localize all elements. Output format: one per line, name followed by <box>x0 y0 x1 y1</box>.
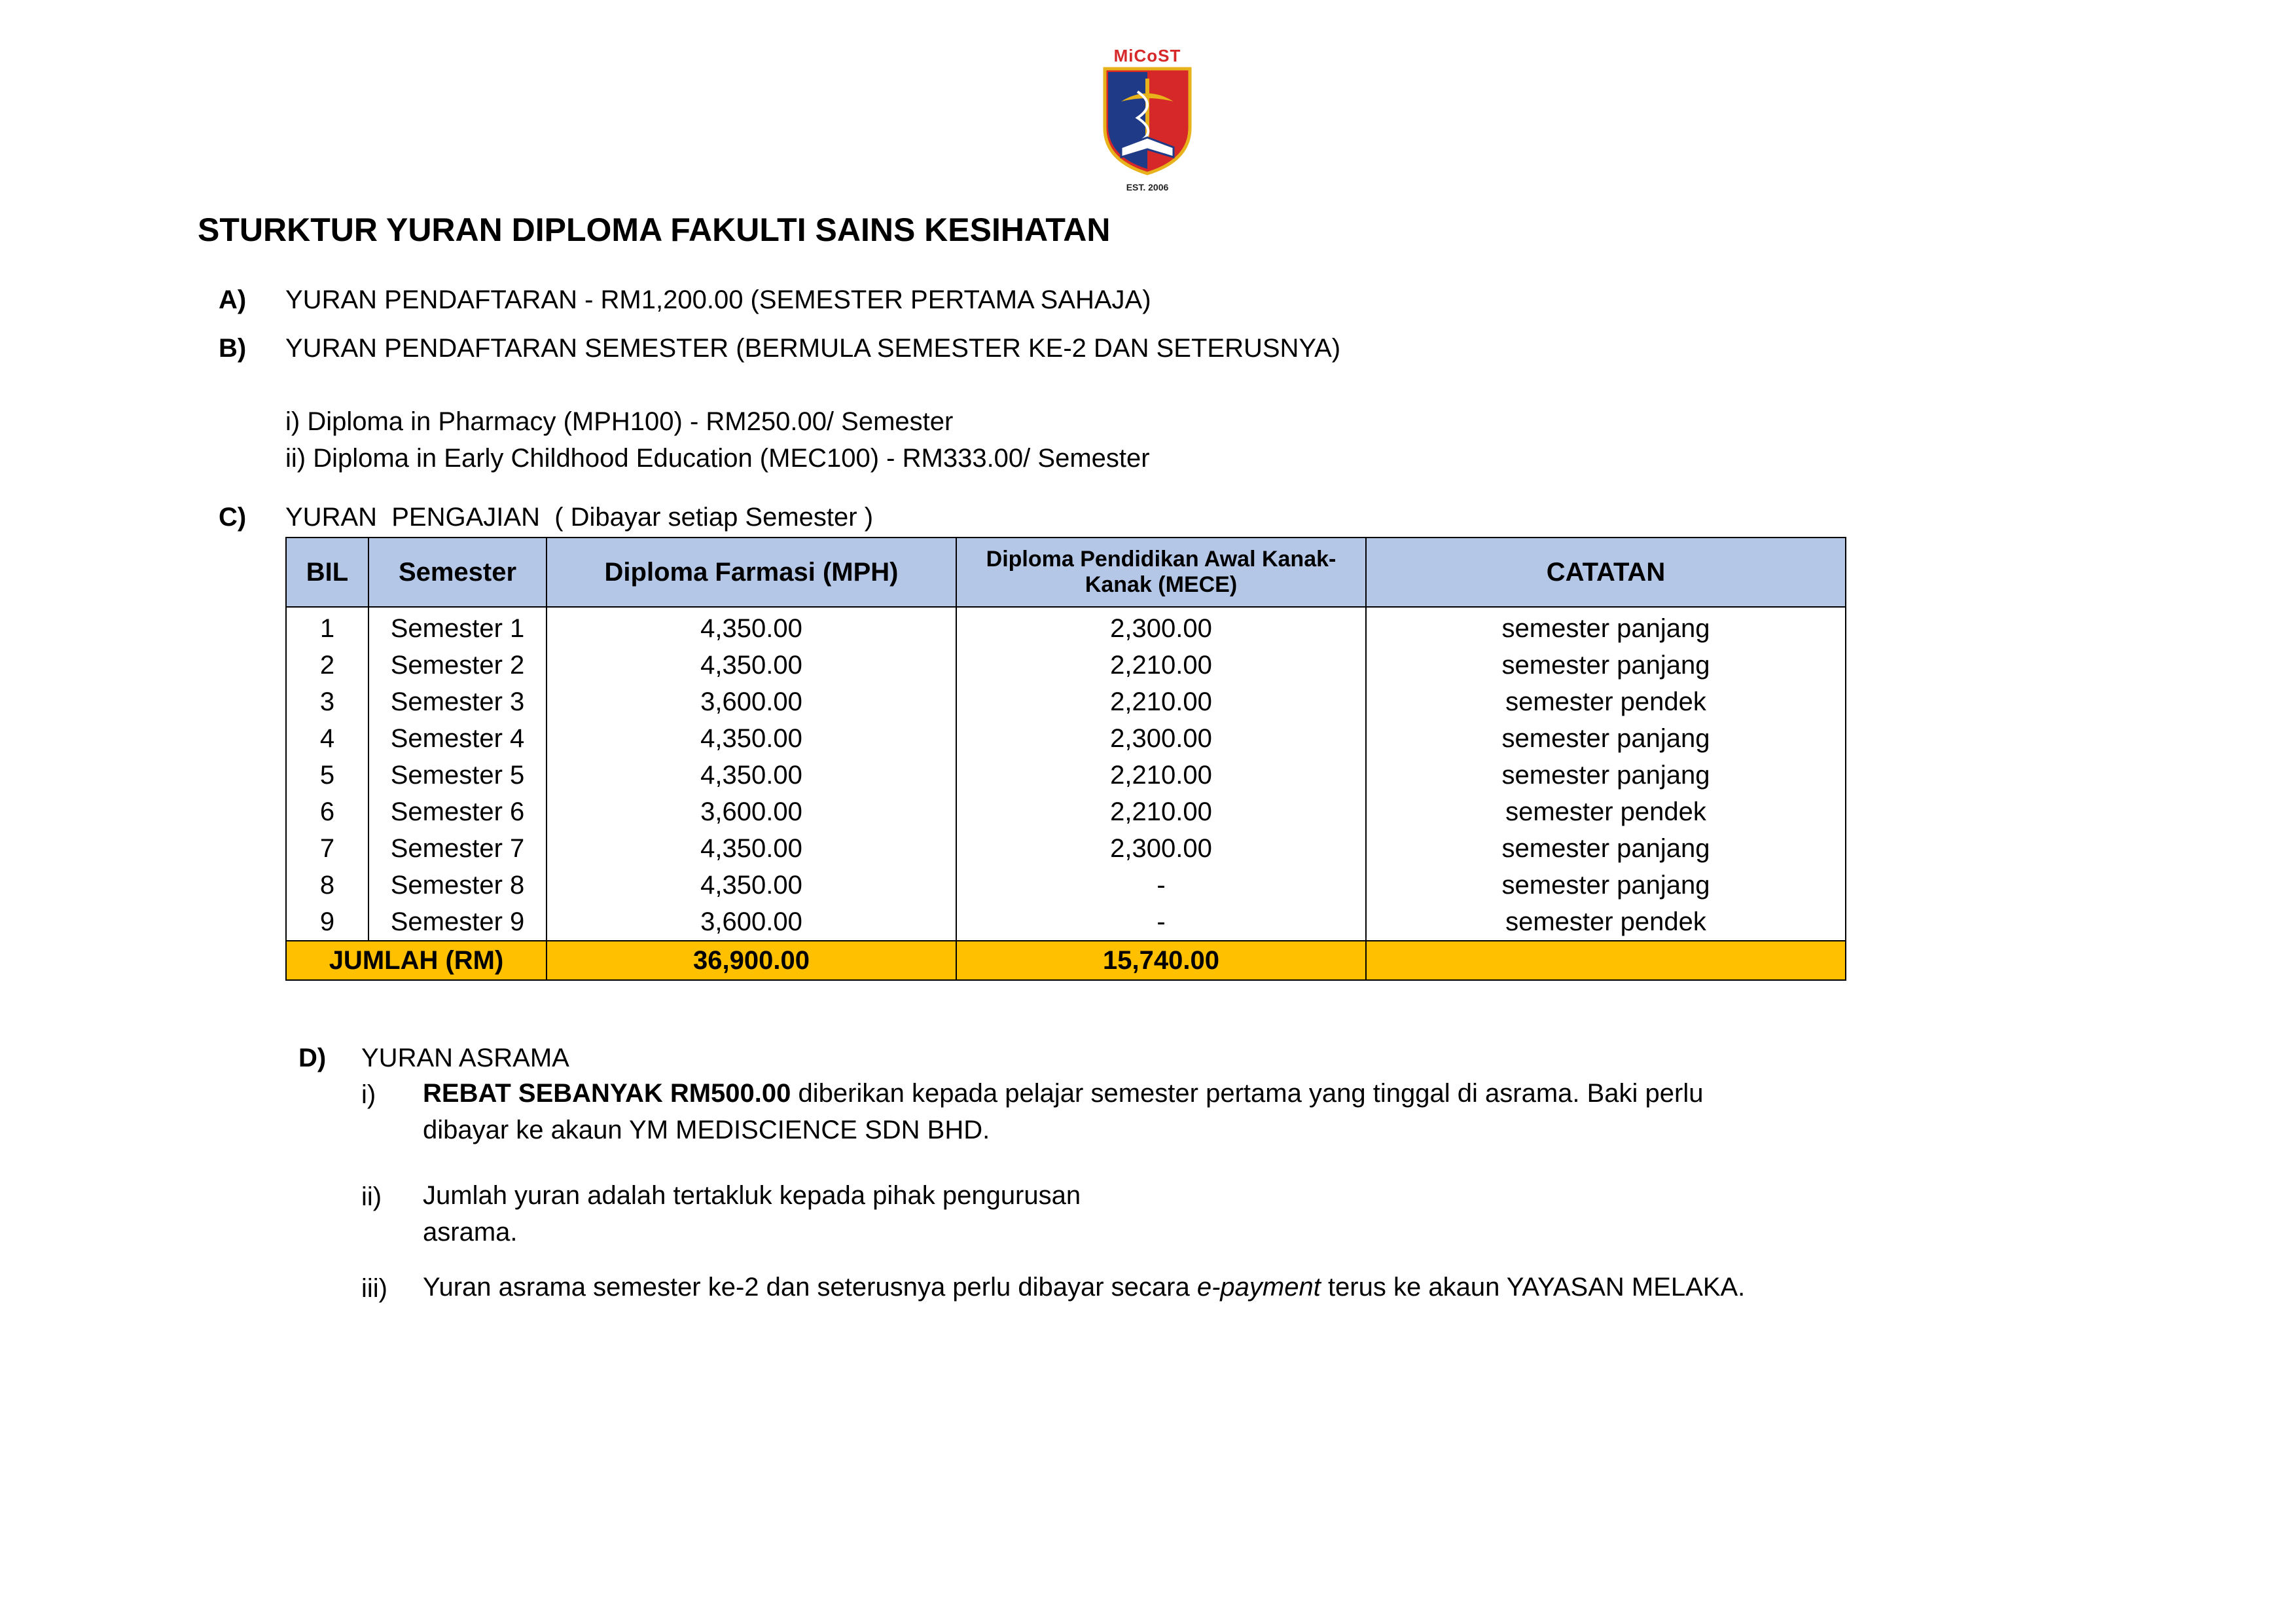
cell-catatan: semester pendek <box>1366 903 1846 941</box>
fee-table <box>285 537 1846 981</box>
cell-mece: 2,210.00 <box>956 647 1366 684</box>
section-d-letter: D) <box>298 1044 327 1072</box>
section-d-item <box>423 1177 1081 1250</box>
cell-catatan: semester panjang <box>1366 720 1846 757</box>
cell-bil: 9 <box>286 903 368 941</box>
cell-mph: 3,600.00 <box>547 684 956 720</box>
table-row <box>286 684 1846 720</box>
cell-mph: 4,350.00 <box>547 830 956 867</box>
section-b-item: ii) Diploma in Early Childhood Education (MEC100) - RM333.00/ Semester <box>285 444 1150 473</box>
cell-semester: Semester 9 <box>368 903 547 941</box>
table-row <box>286 757 1846 793</box>
cell-catatan: semester panjang <box>1366 830 1846 867</box>
cell-mph: 3,600.00 <box>547 793 956 830</box>
rebate-amount: REBAT SEBANYAK RM500.00 <box>423 1079 791 1108</box>
cell-mece: 2,300.00 <box>956 607 1366 647</box>
cell-semester: Semester 8 <box>368 867 547 903</box>
table-row <box>286 867 1846 903</box>
cell-bil: 5 <box>286 757 368 793</box>
cell-mph: 4,350.00 <box>547 607 956 647</box>
section-d-text: YURAN ASRAMA <box>361 1044 569 1072</box>
cell-bil: 2 <box>286 647 368 684</box>
total-mph: 36,900.00 <box>547 941 956 980</box>
total-label: JUMLAH (RM) <box>286 941 547 980</box>
table-row <box>286 903 1846 941</box>
cell-bil: 1 <box>286 607 368 647</box>
section-d-item <box>423 1075 1704 1148</box>
cell-mph: 3,600.00 <box>547 903 956 941</box>
col-header-mece: Diploma Pendidikan Awal Kanak-Kanak (MECE) <box>956 538 1366 607</box>
epayment-term: e-payment <box>1196 1273 1321 1302</box>
total-catatan <box>1366 941 1846 980</box>
cell-mece: 2,210.00 <box>956 684 1366 720</box>
rebate-text: diberikan kepada pelajar semester pertama yang tinggal di asrama. Baki perlu <box>791 1079 1704 1108</box>
table-row <box>286 647 1846 684</box>
section-d-item-num: i) <box>361 1080 376 1109</box>
cell-catatan: semester panjang <box>1366 757 1846 793</box>
table-row <box>286 607 1846 647</box>
cell-catatan: semester panjang <box>1366 607 1846 647</box>
section-c-text: YURAN PENGAJIAN ( Dibayar setiap Semester ) <box>285 503 874 532</box>
hostel-fee-note: Jumlah yuran adalah tertakluk kepada pihak pengurusan <box>423 1181 1081 1210</box>
cell-semester: Semester 6 <box>368 793 547 830</box>
section-a-letter: A) <box>219 285 247 314</box>
cell-bil: 4 <box>286 720 368 757</box>
cell-catatan: semester panjang <box>1366 647 1846 684</box>
section-c-letter: C) <box>219 503 247 532</box>
section-a-text: YURAN PENDAFTARAN - RM1,200.00 (SEMESTER PERTAMA SAHAJA) <box>285 285 1151 314</box>
col-header-mph: Diploma Farmasi (MPH) <box>547 538 956 607</box>
logo-established: EST. 2006 <box>1126 182 1169 192</box>
cell-semester: Semester 1 <box>368 607 547 647</box>
cell-bil: 6 <box>286 793 368 830</box>
cell-catatan: semester panjang <box>1366 867 1846 903</box>
page-title: STURKTUR YURAN DIPLOMA FAKULTI SAINS KESIHATAN <box>198 211 1111 248</box>
epayment-text-end: terus ke akaun YAYASAN MELAKA. <box>1320 1273 1746 1302</box>
table-header-row <box>286 538 1846 607</box>
cell-bil: 7 <box>286 830 368 867</box>
section-b-item: i) Diploma in Pharmacy (MPH100) - RM250.00/ Semester <box>285 407 954 436</box>
cell-catatan: semester pendek <box>1366 684 1846 720</box>
hostel-fee-note-line2: asrama. <box>423 1218 518 1247</box>
table-row <box>286 830 1846 867</box>
cell-mece: 2,210.00 <box>956 793 1366 830</box>
table-total-row <box>286 941 1846 980</box>
epayment-text: Yuran asrama semester ke-2 dan seterusnya perlu dibayar secara <box>423 1273 1197 1302</box>
cell-semester: Semester 7 <box>368 830 547 867</box>
section-b-letter: B) <box>219 334 247 363</box>
cell-semester: Semester 2 <box>368 647 547 684</box>
logo-shield-icon <box>1102 65 1193 177</box>
col-header-bil: BIL <box>286 538 368 607</box>
cell-mece: 2,300.00 <box>956 720 1366 757</box>
cell-mece: 2,210.00 <box>956 757 1366 793</box>
cell-mph: 4,350.00 <box>547 647 956 684</box>
table-row <box>286 793 1846 830</box>
cell-catatan: semester pendek <box>1366 793 1846 830</box>
section-b-text: YURAN PENDAFTARAN SEMESTER (BERMULA SEMESTER KE-2 DAN SETERUSNYA) <box>285 334 1341 363</box>
table-row <box>286 720 1846 757</box>
col-header-semester: Semester <box>368 538 547 607</box>
logo-wordmark: MiCoST <box>1113 46 1181 65</box>
section-d-item-num: ii) <box>361 1182 382 1211</box>
cell-semester: Semester 3 <box>368 684 547 720</box>
cell-mece: - <box>956 867 1366 903</box>
cell-bil: 8 <box>286 867 368 903</box>
cell-semester: Semester 5 <box>368 757 547 793</box>
college-logo <box>1095 46 1200 203</box>
cell-mph: 4,350.00 <box>547 720 956 757</box>
section-d-item-num: iii) <box>361 1274 387 1303</box>
rebate-text-line2: dibayar ke akaun YM MEDISCIENCE SDN BHD. <box>423 1116 990 1144</box>
cell-mece: 2,300.00 <box>956 830 1366 867</box>
cell-mph: 4,350.00 <box>547 757 956 793</box>
cell-bil: 3 <box>286 684 368 720</box>
total-mece: 15,740.00 <box>956 941 1366 980</box>
section-d-item <box>423 1269 1745 1305</box>
col-header-catatan: CATATAN <box>1366 538 1846 607</box>
cell-mph: 4,350.00 <box>547 867 956 903</box>
cell-mece: - <box>956 903 1366 941</box>
cell-semester: Semester 4 <box>368 720 547 757</box>
